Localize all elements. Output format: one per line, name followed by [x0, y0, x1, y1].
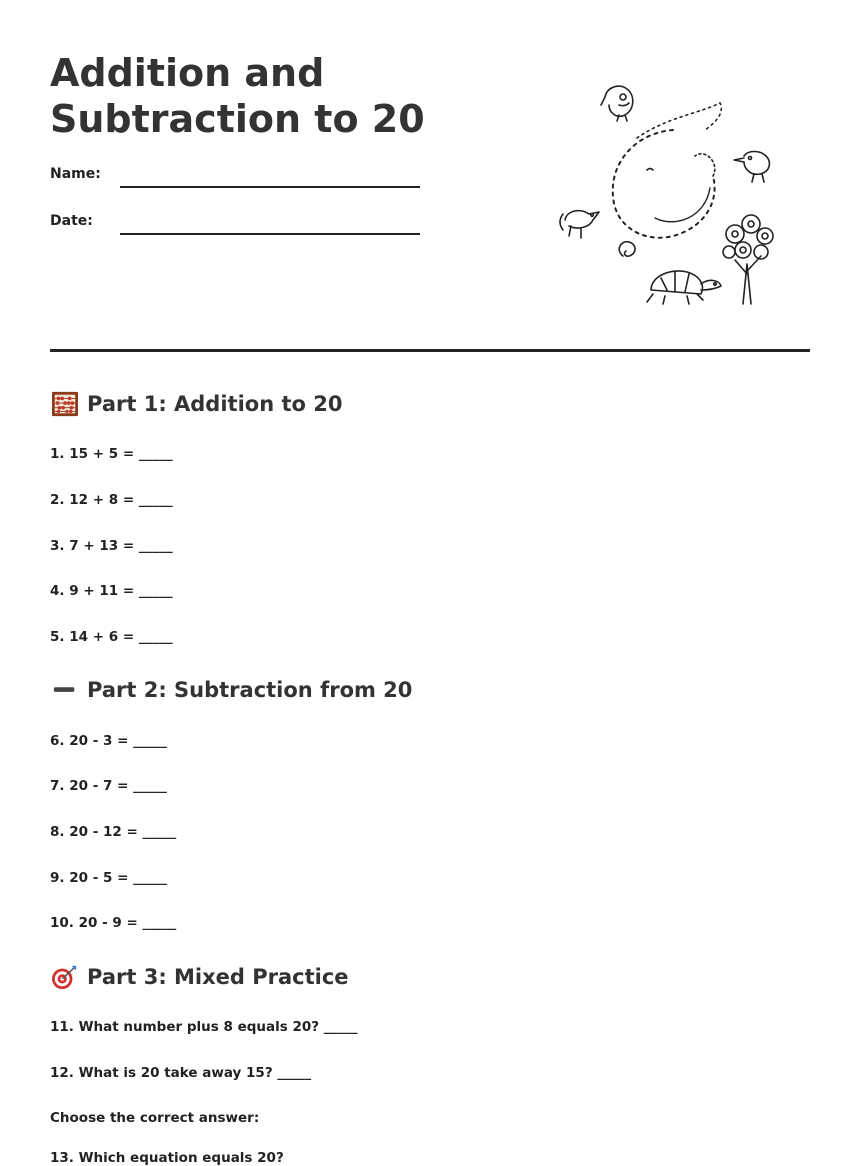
name-label: Name: [50, 166, 101, 182]
part3-heading-text: Part 3: Mixed Practice [87, 965, 349, 989]
question-3: 3. 7 + 13 = _____ [50, 538, 173, 554]
date-field [50, 211, 420, 241]
minus-icon [50, 677, 80, 703]
choose-label: Choose the correct answer: [50, 1110, 260, 1126]
question-8: 8. 20 - 12 = _____ [50, 824, 177, 840]
part1-heading-text: Part 1: Addition to 20 [87, 392, 343, 416]
part3-heading [50, 963, 349, 991]
question-4: 4. 9 + 11 = _____ [50, 583, 173, 599]
question-5: 5. 14 + 6 = _____ [50, 629, 173, 645]
part2-heading-text: Part 2: Subtraction from 20 [87, 678, 413, 702]
part2-heading [50, 676, 412, 704]
question-6: 6. 20 - 3 = _____ [50, 733, 167, 749]
question-7: 7. 20 - 7 = _____ [50, 778, 167, 794]
name-line [120, 186, 420, 188]
question-11: 11. What number plus 8 equals 20? _____ [50, 1019, 358, 1035]
animals-illustration-icon [555, 78, 795, 318]
worksheet-page [50, 0, 810, 1166]
title-line-2: Subtraction to 20 [50, 97, 425, 141]
question-9: 9. 20 - 5 = _____ [50, 870, 167, 886]
question-1: 1. 15 + 5 = _____ [50, 446, 173, 462]
worksheet-title [50, 50, 510, 142]
header-divider [50, 349, 810, 352]
date-line [120, 233, 420, 235]
question-10: 10. 20 - 9 = _____ [50, 915, 177, 931]
title-line-1: Addition and [50, 51, 325, 95]
question-12: 12. What is 20 take away 15? _____ [50, 1065, 312, 1081]
question-13: 13. Which equation equals 20? [50, 1150, 284, 1166]
question-2: 2. 12 + 8 = _____ [50, 492, 173, 508]
date-label: Date: [50, 213, 93, 229]
target-icon [50, 964, 80, 990]
part1-heading [50, 390, 342, 418]
name-field [50, 164, 420, 194]
abacus-icon [50, 391, 80, 417]
